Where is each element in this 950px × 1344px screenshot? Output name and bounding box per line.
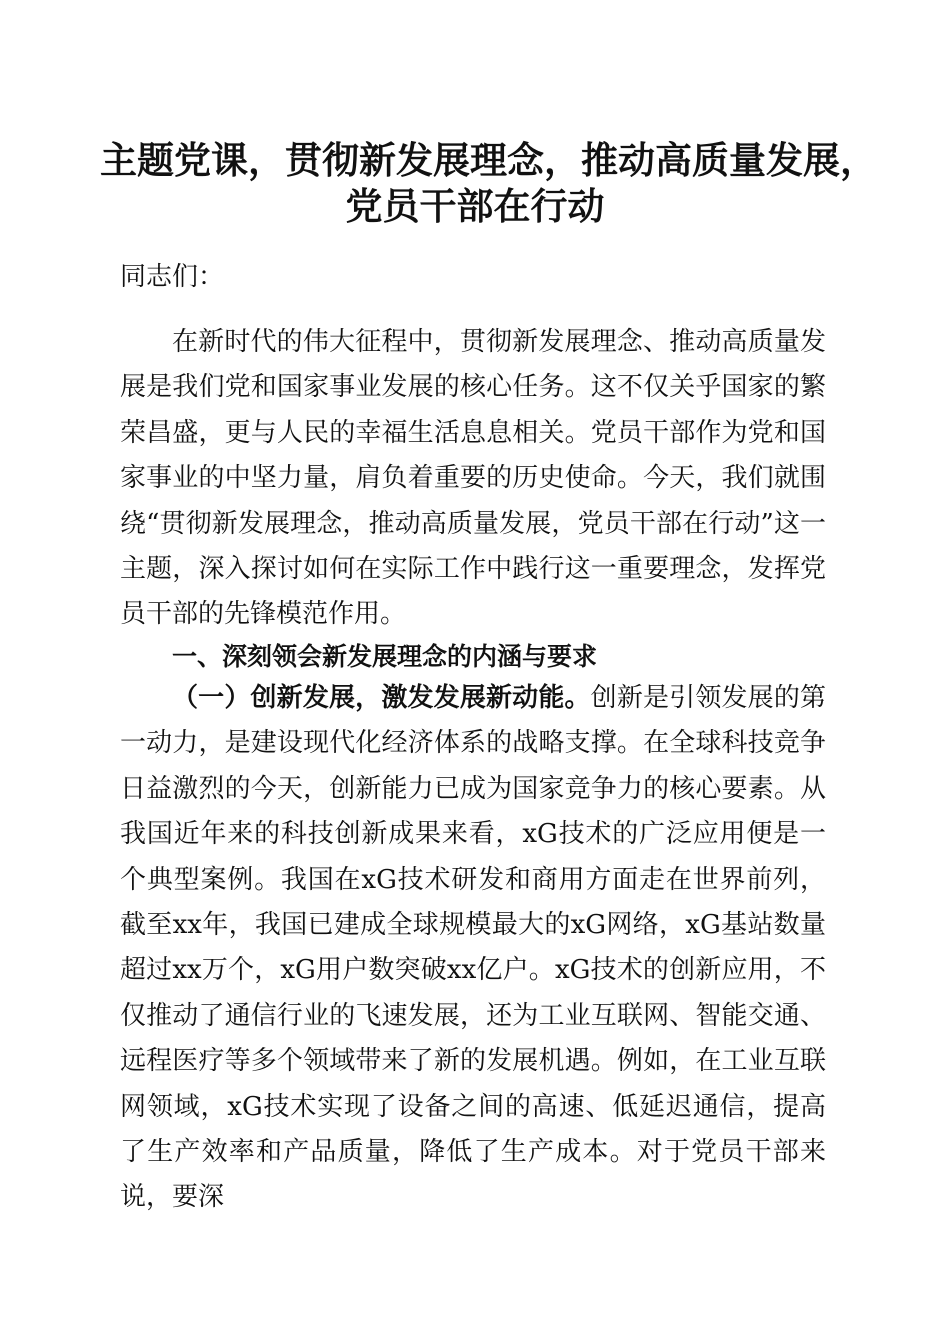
subsection-paragraph-1	[120, 676, 826, 1221]
subsection-heading-1: （一）创新发展，激发发展新动能。	[172, 683, 591, 713]
subsection-body-1: 创新是引领发展的第一动力，是建设现代化经济体系的战略支撑。在全球科技竞争日益激烈的今天，创新能力已成为国家竞争力的核心要素。从我国近年来的科技创新成果来看，xG技术的广泛应用便是一个典型案例。我国在xG技术研发和商用方面走在世界前列，截至xx年，我国已建成全球规模最大的xG网络，xG基站数量超过xx万个，xG用户数突破xx亿户。xG技术的创新应用，不仅推动了通信行业的飞速发展，还为工业互联网、智能交通、远程医疗等多个领域带来了新的发展机遇。例如，在工业互联网领域，xG技术实现了设备之间的高速、低延迟通信，提高了生产效率和产品质量，降低了生产成本。对于党员干部来说，要深	[120, 683, 826, 1213]
salutation: 同志们：	[120, 262, 225, 292]
intro-paragraph: 在新时代的伟大征程中，贯彻新发展理念、推动高质量发展是我们党和国家事业发展的核心任务。这不仅关乎国家的繁荣昌盛，更与人民的幸福生活息息相关。党员干部作为党和国家事业的中坚力量，肩负着重要的历史使命。今天，我们就围绕“贯彻新发展理念，推动高质量发展，党员干部在行动”这一主题，深入探讨如何在实际工作中践行这一重要理念，发挥党员干部的先锋模范作用。	[120, 327, 826, 630]
section-heading-1: 一、深刻领会新发展理念的内涵与要求	[172, 642, 598, 671]
document-title-line-2: 党员干部在行动	[345, 184, 605, 228]
document-title-line-1: 主题党课，贯彻新发展理念，推动高质量发展，	[100, 138, 877, 182]
